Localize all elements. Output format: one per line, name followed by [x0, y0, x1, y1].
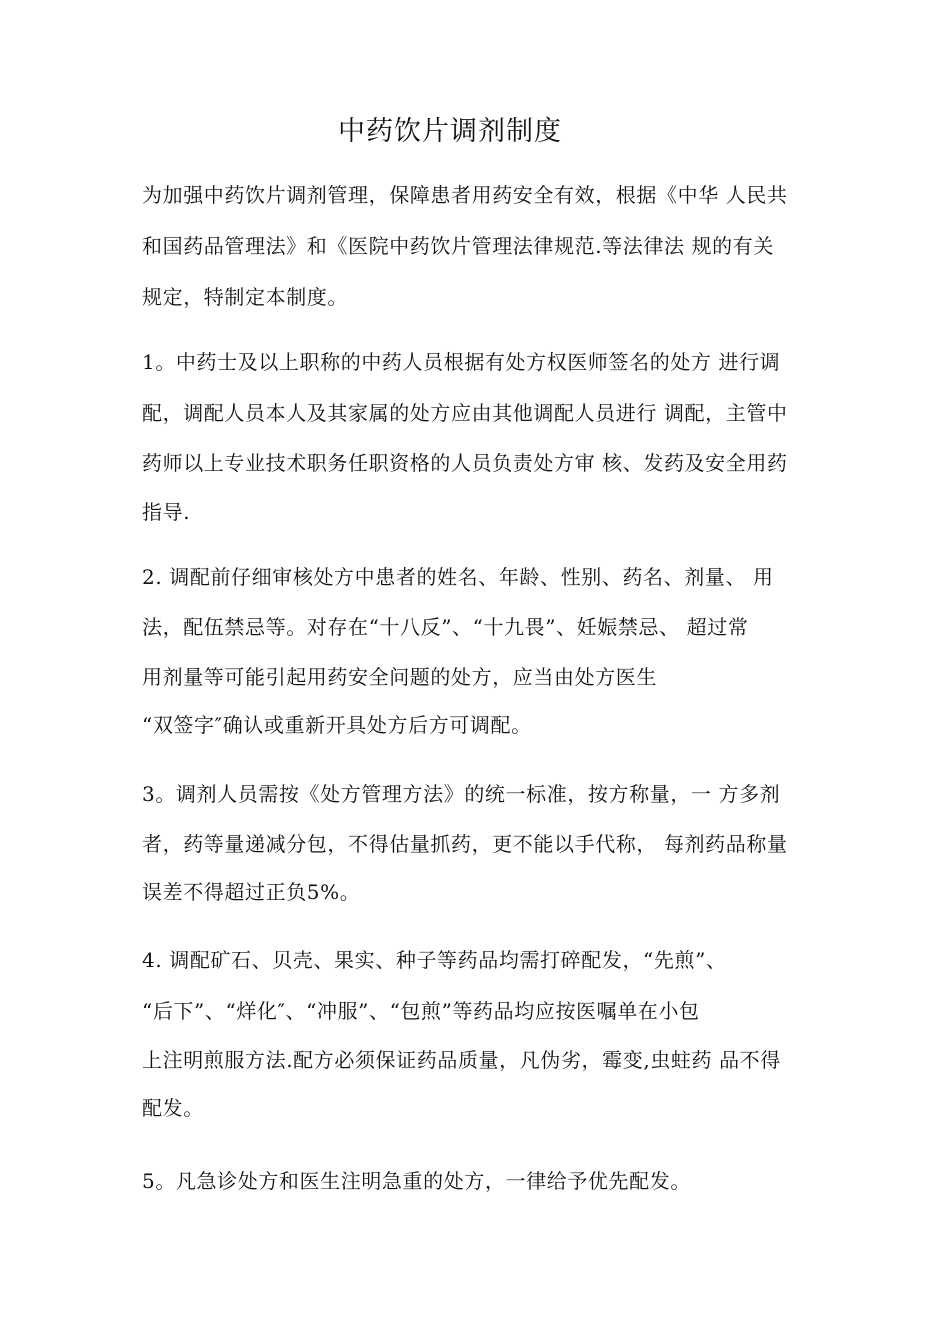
rule4-line-1: 4. 调配矿石、贝壳、果实、种子等药品均需打碎配发，“先煎”、 — [142, 948, 727, 972]
rule1-line-1: 1。中药士及以上职称的中药人员根据有处方权医师签名的处方 进行调 — [142, 350, 781, 374]
rule2-line-3: 用剂量等可能引起用药安全问题的处方，应当由处方医生 — [142, 665, 657, 689]
rule3-line-2: 者，药等量递减分包，不得估量抓药，更不能以手代称， 每剂药品称量 — [142, 832, 788, 856]
document-title: 中药饮片调剂制度 — [338, 116, 562, 147]
rule4-line-2: “后下”、“烊化″、“冲服”、“包煎”等药品均应按医嘱单在小包 — [142, 999, 700, 1023]
intro-line-2: 和国药品管理法》和《医院中药饮片管理法律规范.等法律法 规的有关 — [142, 234, 774, 258]
rule2-line-1: 2. 调配前仔细审核处方中患者的姓名、年龄、性别、药名、剂量、 用 — [142, 565, 774, 589]
rule2-line-2: 法，配伍禁忌等。对存在“十八反”、“十九畏”、妊娠禁忌、 超过常 — [142, 615, 749, 639]
rule1-line-2: 配，调配人员本人及其家属的处方应由其他调配人员进行 调配，主管中 — [142, 401, 788, 425]
rule2-line-4: “双签字″确认或重新开具处方后方可调配。 — [142, 713, 532, 737]
rule4-line-4: 配发。 — [142, 1096, 204, 1120]
rule4-line-3: 上注明煎服方法.配方必须保证药品质量，凡伪劣，霉变,虫蛀药 品不得 — [142, 1048, 781, 1072]
rule5-line-1: 5。凡急诊处方和医生注明急重的处方，一律给予优先配发。 — [142, 1169, 691, 1193]
rule3-line-3: 误差不得超过正负5%。 — [142, 880, 361, 904]
intro-line-1: 为加强中药饮片调剂管理，保障患者用药安全有效，根据《中华 人民共 — [142, 183, 788, 207]
intro-line-3: 规定，特制定本制度。 — [142, 285, 348, 309]
rule1-line-3: 药师以上专业技术职务任职资格的人员负责处方审 核、发药及安全用药 — [142, 451, 788, 475]
rule1-line-4: 指导. — [142, 500, 191, 524]
rule3-line-1: 3。调剂人员需按《处方管理方法》的统一标准，按方称量，一 方多剂 — [142, 782, 781, 806]
